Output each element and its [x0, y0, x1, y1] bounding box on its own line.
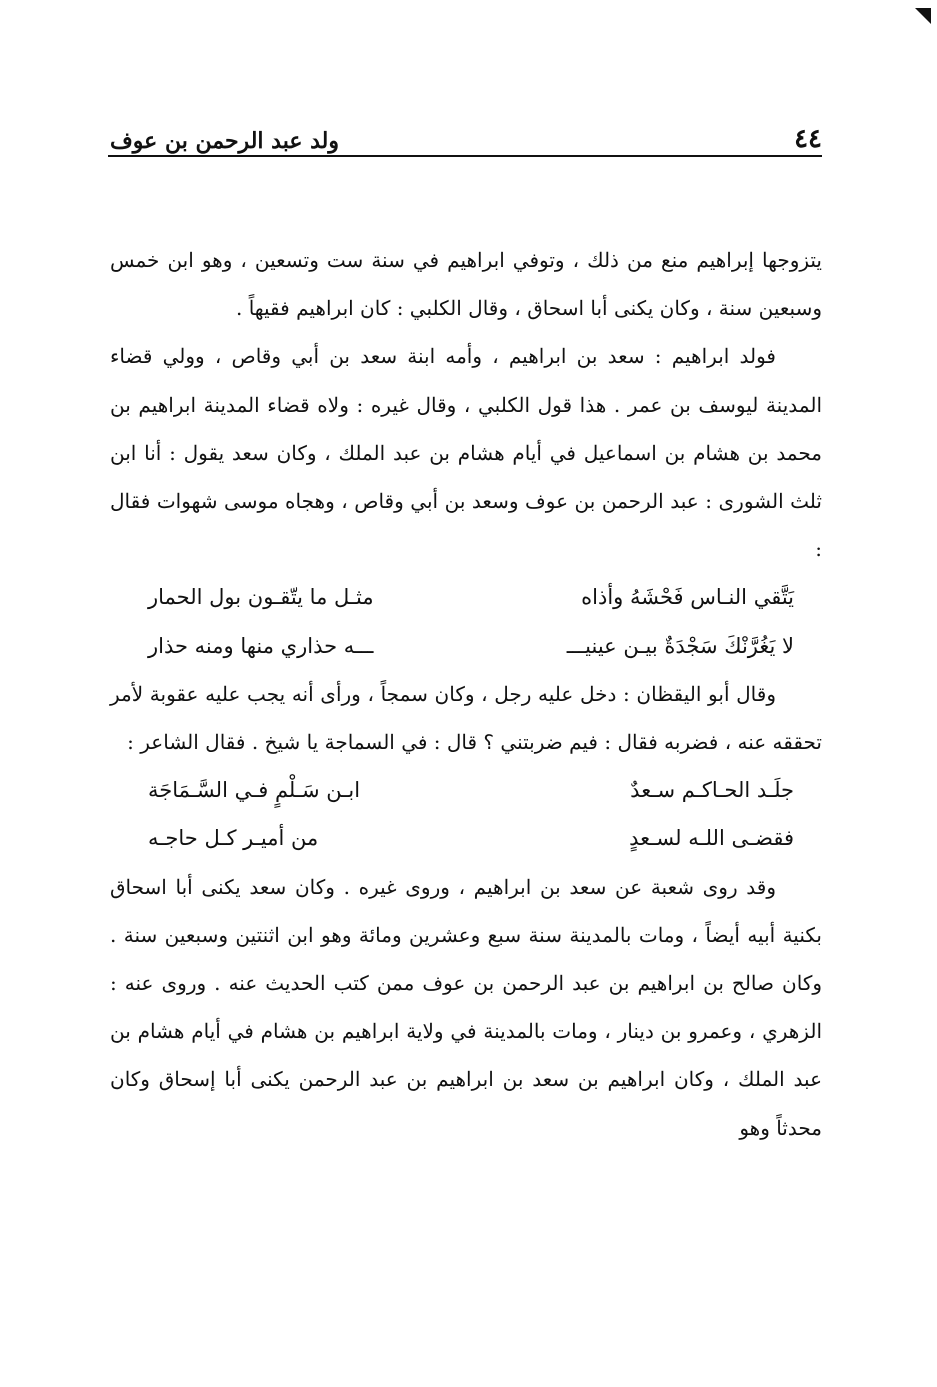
paragraph-3: وقال أبو اليقظان : دخل عليه رجل ، وكان سمجاً ، ورأى أنه يجب عليه عقوبة لأمر تحققه عنه ، فضربه فقال : فيم ضربتني ؟ قال : في السماجة يا شيخ . فقال الشاعر : — [110, 681, 822, 755]
poem-2-line-1 — [110, 766, 822, 814]
header-rule — [108, 155, 822, 157]
paragraph-4: وقد روى شعبة عن سعد بن ابراهيم ، وروى غيره . وكان سعد يكنى أبا اسحاق بكنية أبيه أيضاً ، ومات بالمدينة سنة سبع وعشرين ومائة وهو ابن اثنتين وسبعين سنة . وكان صالح بن ابراهيم بن عبد الرحمن بن عوف ممن كتب الحديث عنه . وروى عنه : الزهري ، وعمرو بن دينار ، ومات بالمدينة في ولاية ابراهيم بن هشام في أيام هشام بن عبد الملك ، وكان ابراهيم بن سعد بن ابراهيم بن عبد الرحمن يكنى أبا إسحاق وكان محدثاً وهو — [110, 874, 822, 1140]
corner-fold-mark — [915, 8, 931, 24]
poem-1-line-1-first-hemistich: يَتَّقي النـاس فَحْشَهُ وأذاه — [581, 585, 794, 610]
poem-1-line-2 — [110, 622, 822, 670]
page-header — [110, 112, 822, 154]
page-number: ٤٤ — [794, 124, 822, 154]
poem-1-line-1 — [110, 573, 822, 621]
paragraph-1: يتزوجها إبراهيم منع من ذلك ، وتوفي ابراهيم في سنة ست وتسعين ، وهو ابن خمس وسبعين سنة ، وكان يكنى أبا اسحاق ، وقال الكلبي : كان ابراهيم فقيهاً . — [110, 248, 822, 321]
poem-2-line-2 — [110, 814, 822, 862]
poem-2-line-1-first-hemistich: جلَـد الحـاكـم سـعدٌ — [630, 778, 794, 803]
poem-1-line-2-second-hemistich: ـــه حذاري منها ومنه حذار — [148, 633, 374, 658]
running-title: ولد عبد الرحمن بن عوف — [110, 128, 340, 154]
page-body — [110, 236, 822, 1152]
poem-2-line-2-first-hemistich: فقضـى اللـه لسـعدٍ — [629, 826, 794, 851]
poem-2-line-1-second-hemistich: ابـن سَـلْمٍ فـي السَّـمَاجَة — [148, 778, 361, 803]
poem-1-line-1-second-hemistich: مثـل ما يتّقـون بول الحمار — [148, 585, 374, 610]
paragraph-2: فولد ابراهيم : سعد بن ابراهيم ، وأمه ابنة سعد بن أبي وقاص ، وولي قضاء المدينة ليوسف بن عمر . هذا قول الكلبي ، وقال غيره : ولاه قضاء المدينة ابراهيم بن محمد بن هشام بن اسماعيل في أيام هشام بن عبد الملك ، وكان سعد يقول : أنا ابن ثلث الشورى : عبد الرحمن بن عوف وسعد بن أبي وقاص ، وهجاه موسى شهوات فقال : — [110, 344, 822, 562]
poem-1-line-2-first-hemistich: لا يَغُرَّنْكَ سَجْدَةٌ بيـن عينيـــ — [566, 633, 794, 658]
poem-2-line-2-second-hemistich: من أميـر كـل حاجـه — [148, 826, 319, 851]
